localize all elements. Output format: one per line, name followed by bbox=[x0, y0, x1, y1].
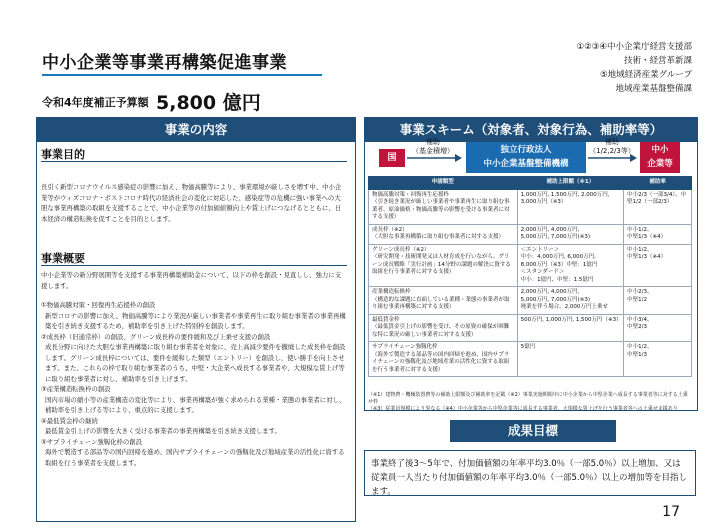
overview-intro: 中小企業等の新分野展開等を支援する事業再構築補助金について、以下の枠を創設・見直しし、強力に支援します。 bbox=[41, 271, 342, 290]
department-block bbox=[577, 40, 692, 96]
overview-item: ④最低賃金枠の継続 bbox=[41, 416, 98, 425]
page-title: 中小企業等事業再構築促進事業 bbox=[42, 53, 287, 73]
row-type: 成長枠（※2） （大胆な事業再構築に取り組む事業者に対する支援） bbox=[369, 224, 518, 244]
overview-item: 新型コロナの影響に加え、物価高騰等により業況が厳しい事業者や事業再生に取り組む事業者の事業再構築を引き続き支援するため、補助率を引き上げた特別枠を創設します。 bbox=[45, 311, 346, 330]
note-line: （※1）建物費・機械装置費等の補助上限額及び補助率を記載（※2）事業実施期間中に中小企業から中堅企業へ成長する事業者等に対する上乗せ枠 bbox=[368, 392, 688, 405]
row-cap: 5億円 bbox=[517, 342, 624, 377]
purpose-heading-rule bbox=[41, 161, 347, 162]
table-row bbox=[369, 224, 692, 244]
overview-item: ⑤サプライチェーン強靱化枠の創設 bbox=[41, 437, 143, 446]
row-type: 最低賃金枠 （最低賃金引上げの影響を受け、その原資の確保が困難な特に業況の厳しい事業者に対する支援） bbox=[369, 314, 518, 342]
scheme-table bbox=[368, 176, 692, 377]
row-rate: 中小1/2、 中堅1/3（※4） bbox=[624, 244, 692, 287]
row-type: 物価高騰対策・回復再生応援枠 （引き続き業況が厳しい事業者や事業再生に取り組む事業者、原油価格・物価高騰等の影響を受ける事業者に対する支援） bbox=[369, 189, 518, 224]
overview-items bbox=[41, 300, 347, 468]
row-cap: 1,000万円, 1,500万円, 2,000万円, 3,000万円（※3） bbox=[517, 189, 624, 224]
overview-item: 海外で製造する部品等の国内回帰を進め、国内サプライチェーンの強靱化及び地域産業の活性化に資する取組を行う事業者を支援します。 bbox=[45, 448, 345, 467]
overview-item: 最低賃金引上げの影響を大きく受ける事業者の事業再構築を引き続き支援します。 bbox=[45, 427, 281, 435]
scheme-panel-header: 事業スキーム（対象者、対象行為、補助率等） bbox=[365, 118, 697, 142]
row-cap: 500万円, 1,000万円, 1,500万円（※3） bbox=[517, 314, 624, 342]
table-row bbox=[369, 244, 692, 287]
title-underline bbox=[42, 74, 322, 76]
dept-line: 地域産業基盤整備課 bbox=[615, 84, 692, 94]
table-header-row bbox=[369, 177, 692, 190]
table-header: 補助上限額（※1） bbox=[517, 177, 624, 190]
purpose-text: 長引く新型コロナウイルス感染症の影響に加え、物価高騰等により、事業環境が厳しさを増す中、中小企業等がウィズコロナ・ポストコロナ時代の経済社会の変化に対応した、感染症等の危機に強い事業への大胆な事業再構築の取組を支援することで、中小企業等の付加価値額向上や賃上げにつなげるとともに、日本経済の構造転換を促すことを目的とします。 bbox=[41, 183, 342, 223]
budget-value: 5,800 億円 bbox=[156, 92, 261, 114]
row-rate: 中小2/3（一部3/4）、中堅1/2（一部2/3） bbox=[624, 189, 692, 224]
note-line: （※3）従業員規模により異なる（※4）中小企業等から中堅企業等に成長する事業者、大規模な賃上げを行う事業者等への上乗せ支援あり bbox=[368, 406, 678, 412]
content-panel-header: 事業の内容 bbox=[37, 118, 355, 142]
row-rate: 中小1/2、 中堅1/3 bbox=[624, 342, 692, 377]
dept-line: ⑤地域経済産業グループ bbox=[600, 70, 692, 80]
overview-item: ①物価高騰対策・回復再生応援枠の創設 bbox=[41, 301, 156, 309]
table-row bbox=[369, 189, 692, 224]
flow-node-government: 国 bbox=[379, 149, 405, 167]
page-number: 17 bbox=[662, 504, 680, 520]
dept-line: ①②③④中小企業庁経営支援部 bbox=[576, 42, 692, 52]
outcome-box bbox=[364, 450, 696, 496]
outcome-header: 成果目標 bbox=[450, 420, 616, 442]
table-header: 補助率 bbox=[624, 177, 692, 190]
row-cap: 2,000万円, 4,000万円, 5,000万円, 7,000万円(※3) bbox=[517, 224, 624, 244]
table-row bbox=[369, 314, 692, 342]
row-cap: 2,000万円, 4,000万円, 5,000万円, 7,000万円(※3) 廃業を伴う場合、2,000万円上乗せ bbox=[517, 287, 624, 315]
overview-item: 国内市場の縮小等の産業構造の変化等により、事業再構築が強く求められる業種・業態の事業者に対し、補助率を引き上げる等により、重点的に支援します。 bbox=[45, 395, 346, 414]
budget-label: 令和4年度補正予算額 bbox=[42, 96, 149, 109]
row-cap: ＜エントリー＞ 中小：4,000万円, 6,000万円, 8,000万円（※3）中堅：1億円 ＜スタンダード＞ 中小：1億円、中堅：1.5億円 bbox=[517, 244, 624, 287]
row-type: サプライチェーン強靱化枠 （海外で製造する部品等の国内回帰を進め、国内サプライチェーンの強靱化及び地域産業の活性化に資する取組を行う事業者に対する支援） bbox=[369, 342, 518, 377]
flow-arrow-2-label: 補助 （1/2,2/3等） bbox=[589, 138, 635, 155]
dept-line: 技術・経営革新課 bbox=[623, 56, 692, 66]
flow-node-smrj: 独立行政法人 中小企業基盤整備機構 bbox=[466, 142, 586, 173]
overview-item: ②成長枠（旧通常枠）の創設、グリーン成長枠の要件緩和及び上乗せ支援の創設 bbox=[41, 332, 271, 341]
table-row bbox=[369, 342, 692, 377]
overview-heading-rule bbox=[41, 265, 347, 266]
overview-heading: 事業概要 bbox=[41, 252, 85, 265]
overview-item: ③産業構造転換枠の創設 bbox=[41, 385, 111, 393]
purpose-heading: 事業目的 bbox=[41, 148, 85, 161]
scheme-notes bbox=[368, 392, 692, 413]
overview-item: 成長分野に向けた大胆な事業再構築に取り組む事業者を対象に、売上高減少要件を撤廃した成長枠を創設します。グリーン成長枠については、要件を緩和した類型（エントリー）を創設し、使い勝手を向上させます。また、これらの枠で取り組む事業者のうち、中堅・大企業へ成長する事業者や、大規模な賃上げ等に取り組む事業者に対し、補助率を引き上げます。 bbox=[45, 343, 346, 383]
flow-arrow-1-label: 補助 （基金積増） bbox=[412, 138, 454, 155]
row-type: グリーン成長枠（※2） （研究開発・技術開発又は人材育成を行いながら、グリーン成長戦略「実行計画」14分野の課題の解決に資する取組を行う事業者に対する支援） bbox=[369, 244, 518, 287]
row-type: 産業構造転換枠 （構造的な課題に直面している業種・業態の事業者が取り組む事業再構築に対する支援） bbox=[369, 287, 518, 315]
row-rate: 中小2/3、 中堅1/2 bbox=[624, 287, 692, 315]
table-header: 申請類型 bbox=[369, 177, 518, 190]
table-row bbox=[369, 287, 692, 315]
outcome-text: 事業終了後3～5年で、付加価値額の年率平均3.0％（一部5.0％）以上増加、又は従業員一人当たり付加価値額の年率平均3.0％（一部5.0％）以上の増加等を目指します。 bbox=[371, 459, 688, 497]
flow-node-sme: 中小 企業等 bbox=[640, 142, 680, 173]
content-panel bbox=[36, 117, 356, 522]
row-rate: 中小1/2、 中堅1/3（※4） bbox=[624, 224, 692, 244]
row-rate: 中小3/4、 中堅2/3 bbox=[624, 314, 692, 342]
